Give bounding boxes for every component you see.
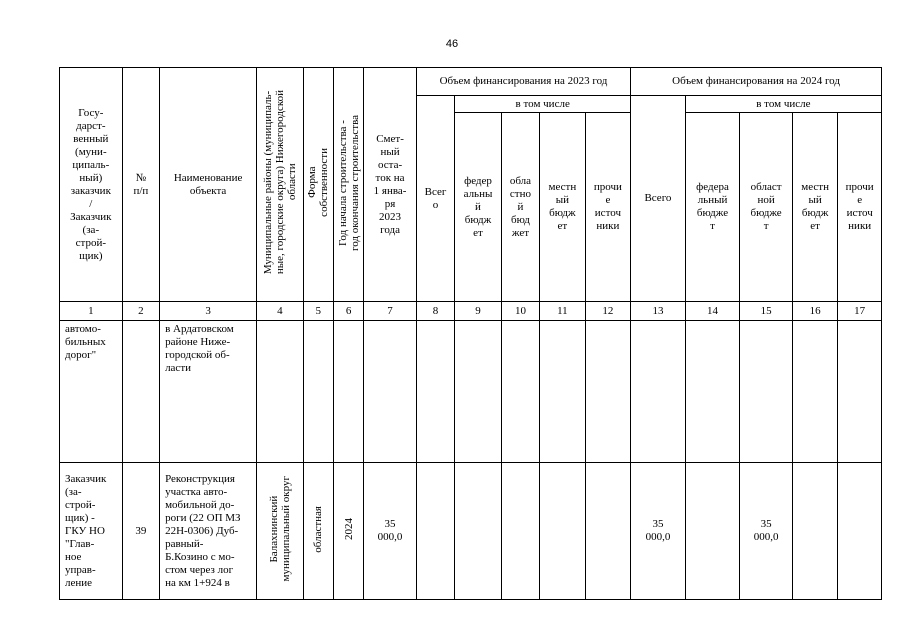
row-ownership (303, 463, 333, 600)
col-number: 8 (416, 302, 454, 321)
row-cell (455, 463, 502, 600)
row-customer: Заказчик (за- строй- щик) - ГКУ НО "Глав- ное управ- ление (60, 463, 123, 600)
table-row (60, 463, 882, 600)
col-number: 11 (540, 302, 585, 321)
row-object-name: в Ардатовском районе Ниже- городской об- ласти (160, 321, 257, 463)
row-cell (540, 321, 585, 463)
row-customer: автомо- бильных дорог" (60, 321, 123, 463)
col-number: 2 (122, 302, 159, 321)
header-number: № п/п (122, 68, 159, 302)
col-number: 12 (585, 302, 631, 321)
header-fin-2023: Объем финансирования на 2023 год (416, 68, 630, 96)
col-number: 14 (685, 302, 740, 321)
header-reg-2024: област ной бюдже т (740, 113, 793, 302)
row-year (333, 463, 363, 600)
row-cell (685, 321, 740, 463)
col-number: 10 (501, 302, 539, 321)
row-cell (838, 321, 882, 463)
header-total-2024: Всего (631, 96, 686, 302)
header-years (333, 68, 363, 302)
header-total-2023: Всег о (416, 96, 454, 302)
header-ownership (303, 68, 333, 302)
header-loc-2024: местн ый бюдж ет (792, 113, 837, 302)
col-number: 9 (455, 302, 502, 321)
row-ownership (303, 321, 333, 463)
row-cell (455, 321, 502, 463)
row-cell (416, 321, 454, 463)
row-year (333, 321, 363, 463)
row-remainder: 35 000,0 (364, 463, 417, 600)
col-number: 7 (364, 302, 417, 321)
header-districts-text: Муниципальные районы (муниципаль- ные, городские округа) Нижегородской области (261, 90, 298, 275)
header-oth-2024: прочи е источ ники (838, 113, 882, 302)
header-remainder: Смет- ный оста- ток на 1 янва- ря 2023 года (364, 68, 417, 302)
row-number (122, 321, 159, 463)
header-reg-2023: обла стно й бюд жет (501, 113, 539, 302)
row-number: 39 (122, 463, 159, 600)
col-number: 3 (160, 302, 257, 321)
row-object-name: Реконструкция участка авто- мобильной до- роги (22 ОП МЗ 22Н-0306) Дуб- равный- Б.Козино с мо- стом через лог на км 1+924 в (160, 463, 257, 600)
row-district (257, 321, 304, 463)
row-cell (792, 463, 837, 600)
header-fin-2024: Объем финансирования на 2024 год (631, 68, 882, 96)
row-district-text: Балахнинский муниципальный округ (267, 476, 292, 582)
row-regional-2024: 35 000,0 (740, 463, 793, 600)
row-cell (740, 321, 793, 463)
row-cell (416, 463, 454, 600)
row-cell (585, 463, 631, 600)
header-row-1 (60, 68, 882, 96)
header-districts (257, 68, 304, 302)
row-cell (685, 463, 740, 600)
page-number: 46 (445, 38, 459, 50)
col-number: 15 (740, 302, 793, 321)
col-number: 6 (333, 302, 363, 321)
column-number-row (60, 302, 882, 321)
header-fed-2023: федер альны й бюдж ет (455, 113, 502, 302)
header-oth-2023: прочи е источ ники (585, 113, 631, 302)
row-cell (501, 321, 539, 463)
row-total-2024: 35 000,0 (631, 463, 686, 600)
row-remainder (364, 321, 417, 463)
financing-table (59, 67, 882, 600)
row-cell (501, 463, 539, 600)
header-fed-2024: федера льный бюдже т (685, 113, 740, 302)
row-cell (631, 321, 686, 463)
header-customer: Госу- дарст- венный (муни- ципаль- ный) заказчик / Заказчик (за- строй- щик) (60, 68, 123, 302)
row-cell (540, 463, 585, 600)
row-cell (585, 321, 631, 463)
row-cell (792, 321, 837, 463)
col-number: 5 (303, 302, 333, 321)
row-cell (838, 463, 882, 600)
row-ownership-text: областная (312, 505, 325, 553)
col-number: 16 (792, 302, 837, 321)
col-number: 13 (631, 302, 686, 321)
header-loc-2023: местн ый бюдж ет (540, 113, 585, 302)
col-number: 1 (60, 302, 123, 321)
header-ownership-text: Форма собственности (306, 148, 331, 217)
header-incl-2024: в том числе (685, 96, 881, 113)
header-years-text: Год начала строительства - год окончания строительства (336, 114, 361, 251)
row-year-text: 2024 (342, 518, 355, 540)
row-district (257, 463, 304, 600)
col-number: 4 (257, 302, 304, 321)
table-row (60, 321, 882, 463)
col-number: 17 (838, 302, 882, 321)
header-object-name: Наименование объекта (160, 68, 257, 302)
header-incl-2023: в том числе (455, 96, 631, 113)
